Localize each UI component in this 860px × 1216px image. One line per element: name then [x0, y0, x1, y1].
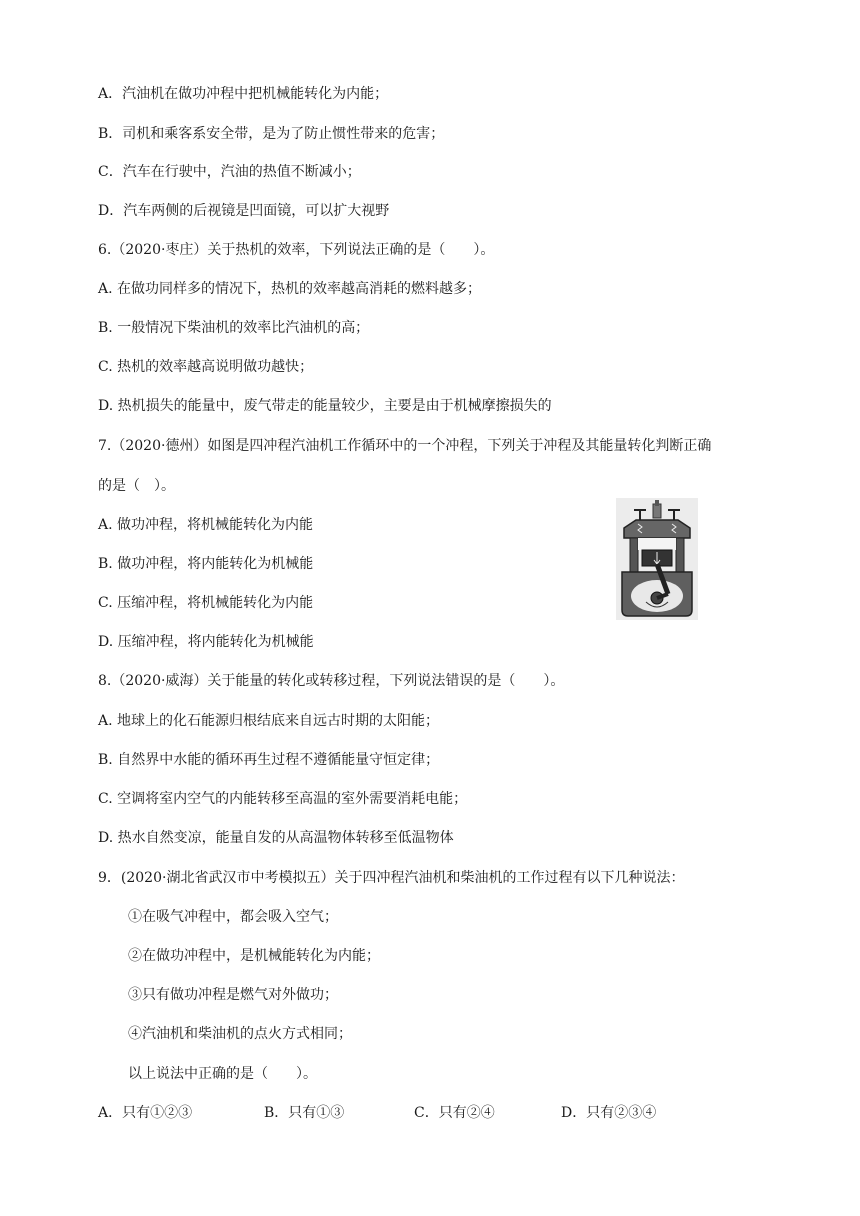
q5-option-d: D．汽车两侧的后视镜是凹面镜，可以扩大视野 [98, 203, 390, 219]
q9-statement-2: ②在做功冲程中，是机械能转化为内能； [128, 948, 380, 964]
q8-option-c: C. 空调将室内空气的内能转移至高温的室外需要消耗电能； [98, 791, 468, 807]
q5-option-a: A．汽油机在做功冲程中把机械能转化为内能； [98, 86, 389, 102]
engine-cylinder-figure [616, 498, 698, 620]
q7-option-c: C. 压缩冲程，将机械能转化为内能 [98, 595, 314, 611]
q9-option-c: C．只有②④ [414, 1105, 495, 1121]
q7-option-d: D. 压缩冲程，将内能转化为机械能 [98, 634, 314, 650]
q7-option-b: B. 做功冲程，将内能转化为机械能 [98, 556, 314, 572]
q9-stem: 9．(2020·湖北省武汉市中考模拟五）关于四冲程汽油机和柴油机的工作过程有以下几种说法： [98, 870, 685, 886]
q7-stem-line2: 的是（ ）。 [98, 478, 175, 494]
q5-option-b: B．司机和乘客系安全带，是为了防止惯性带来的危害； [98, 126, 445, 142]
q6-option-b: B. 一般情况下柴油机的效率比汽油机的高； [98, 320, 370, 336]
q8-option-b: B. 自然界中水能的循环再生过程不遵循能量守恒定律； [98, 752, 440, 768]
q9-statement-3: ③只有做功冲程是燃气对外做功； [128, 987, 338, 1003]
q8-option-d: D. 热水自然变凉，能量自发的从高温物体转移至低温物体 [98, 830, 454, 846]
q8-option-a: A. 地球上的化石能源归根结底来自远古时期的太阳能； [98, 713, 440, 729]
q6-stem: 6.（2020·枣庄）关于热机的效率，下列说法正确的是（ ）。 [98, 242, 495, 258]
engine-cylinder-drawing [616, 498, 698, 620]
q8-stem: 8.（2020·威海）关于能量的转化或转移过程，下列说法错误的是（ ）。 [98, 673, 565, 689]
q6-option-a: A. 在做功同样多的情况下，热机的效率越高消耗的燃料越多； [98, 281, 482, 297]
q9-statement-1: ①在吸气冲程中，都会吸入空气； [128, 909, 338, 925]
q9-option-d: D．只有②③④ [561, 1105, 657, 1121]
q6-option-c: C. 热机的效率越高说明做功越快； [98, 359, 314, 375]
q9-option-a: A．只有①②③ [98, 1105, 193, 1121]
q5-option-c: C．汽车在行驶中，汽油的热值不断减小； [98, 164, 361, 180]
q6-option-d: D. 热机损失的能量中，废气带走的能量较少，主要是由于机械摩擦损失的 [98, 398, 552, 414]
q9-statement-4: ④汽油机和柴油机的点火方式相同； [128, 1026, 352, 1042]
q9-option-b: B．只有①③ [264, 1105, 345, 1121]
q7-option-a: A. 做功冲程，将机械能转化为内能 [98, 517, 314, 533]
q7-stem-line1: 7.（2020·德州）如图是四冲程汽油机工作循环中的一个冲程，下列关于冲程及其能量转化判断正确 [98, 438, 712, 454]
q9-prompt: 以上说法中正确的是（ ）。 [128, 1066, 317, 1082]
